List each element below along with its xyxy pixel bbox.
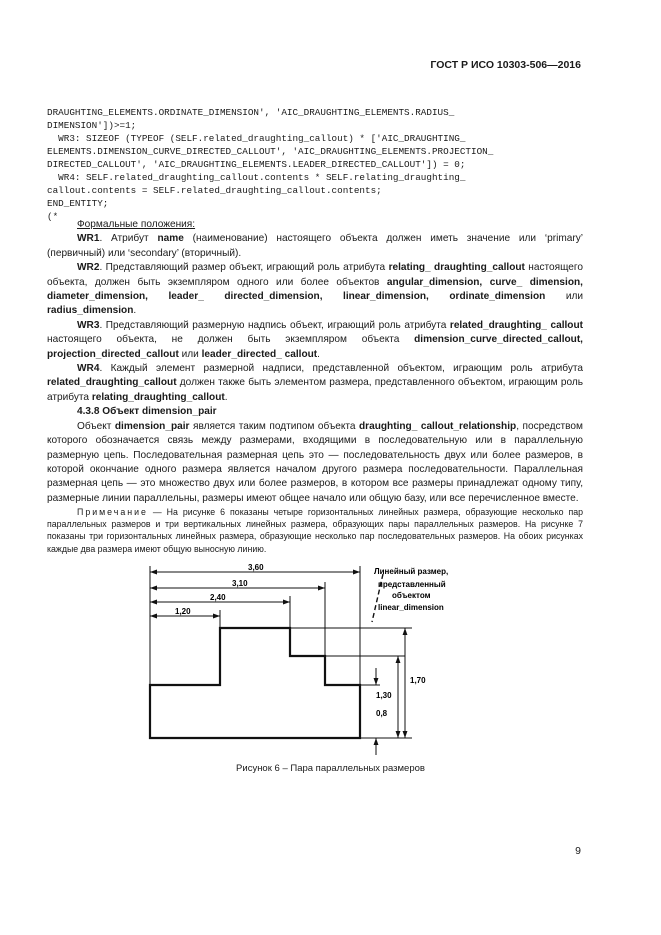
code-line: callout.contents = SELF.related_draughting_callout.contents; [47, 185, 382, 196]
document-header: ГОСТ Р ИСО 10303-506—2016 [430, 59, 581, 71]
wr3-paragraph: WR3. Представляющий размерную надпись объект, играющий роль атрибута related_draughting_ callout настоящего объекта, не должен быть экземпляром объекта dimension_curve_directed_callout, projection_directed_callout или leader_directed_ callout. [47, 319, 584, 360]
code-line: (* [47, 211, 59, 222]
dim-label-3-10: 3,10 [232, 579, 248, 588]
annotation-callout: Линейный размер, представленный объектом linear_dimension [374, 567, 449, 612]
code-line: DIRECTED_CALLOUT', 'AIC_DRAUGHTING_ELEMENTS.LEADER_DIRECTED_CALLOUT']) = 0; [47, 159, 466, 170]
wr4-paragraph: WR4. Каждый элемент размерной надписи, представленной объектом, играющим роль атрибута related_draughting_callout должен также быть элементом размера, представленного объектом, играющим роль атрибута relating_draughting_callout. [47, 363, 583, 403]
page-number: 9 [575, 845, 581, 857]
code-line: END_ENTITY; [47, 198, 109, 209]
formal-heading: Формальные положения: [77, 219, 196, 230]
dim-label-1-70: 1,70 [410, 676, 426, 685]
dim-label-1-20: 1,20 [175, 607, 191, 616]
dim-label-0-8: 0,8 [376, 709, 388, 718]
express-code-block [47, 93, 587, 236]
formal-propositions [47, 218, 583, 506]
dim-label-2-40: 2,40 [210, 593, 226, 602]
section-title: 4.3.8 Объект dimension_pair [77, 406, 217, 418]
figure-6-drawing [140, 560, 520, 755]
dim-label-1-30: 1,30 [376, 691, 392, 700]
note-text: — На рисунке 6 показаны четыре горизонтальных линейных размера, образующие несколько пар параллельных размеров и три вертикальных линейных размера, образующих пары параллельных размеров. На рисунке 7 показаны три горизонтальных линейных размера, образующие несколько пар последовательных размеров. На обоих рисунках каждые два размера имеют общую выносную линию. [47, 507, 583, 554]
code-line: DRAUGHTING_ELEMENTS.ORDINATE_DIMENSION', 'AIC_DRAUGHTING_ELEMENTS.RADIUS_ [47, 107, 455, 118]
wr1-paragraph: WR1. Атрибут name (наименование) настоящего объекта должен иметь значение или ‘primary’ (первичный) или ‘secondary’ (вторичный). [47, 233, 583, 259]
note-label: Примечание [77, 507, 148, 517]
code-line: WR4: SELF.related_draughting_callout.contents * SELF.relating_draughting_ [47, 172, 466, 183]
code-line: DIMENSION'])>=1; [47, 120, 137, 131]
wr2-paragraph: WR2. Представляющий размер объект, играющий роль атрибута relating_ draughting_callout настоящего объекта, должен быть экземпляром одного или более объектов angular_dimension, curve_ dimension, diameter_dimension, leader_ directed_dimension, linear_dimension, ordinate_dimension или radius_dimension. [47, 262, 583, 317]
code-line: WR3: SIZEOF (TYPEOF (SELF.related_draughting_callout) * ['AIC_DRAUGHTING_ [47, 133, 466, 144]
note-paragraph [47, 506, 583, 555]
figure-caption: Рисунок 6 – Пара параллельных размеров [236, 763, 425, 774]
part-outline [150, 628, 360, 738]
dim-label-3-60: 3,60 [248, 563, 264, 572]
code-line: ELEMENTS.DIMENSION_CURVE_DIRECTED_CALLOUT', 'AIC_DRAUGHTING_ELEMENTS.PROJECTION_ [47, 146, 494, 157]
section-paragraph: Объект dimension_pair является таким подтипом объекта draughting_ callout_relationship, посредством которого обозначается связь между размерами, входящими в последовательную или в параллельную размерную цепь. Последовательная размерная цепь это — последовательность двух или более размеров, в которой окончание одного размера является началом другого размера последовательности. Параллельная размерная цепь — это множество двух или более размеров, в котором все размеры принадлежат одному типу, размерные линии параллельны, размеры имеют общее начало или общую базу, или все перечисленное вместе. [47, 420, 583, 504]
